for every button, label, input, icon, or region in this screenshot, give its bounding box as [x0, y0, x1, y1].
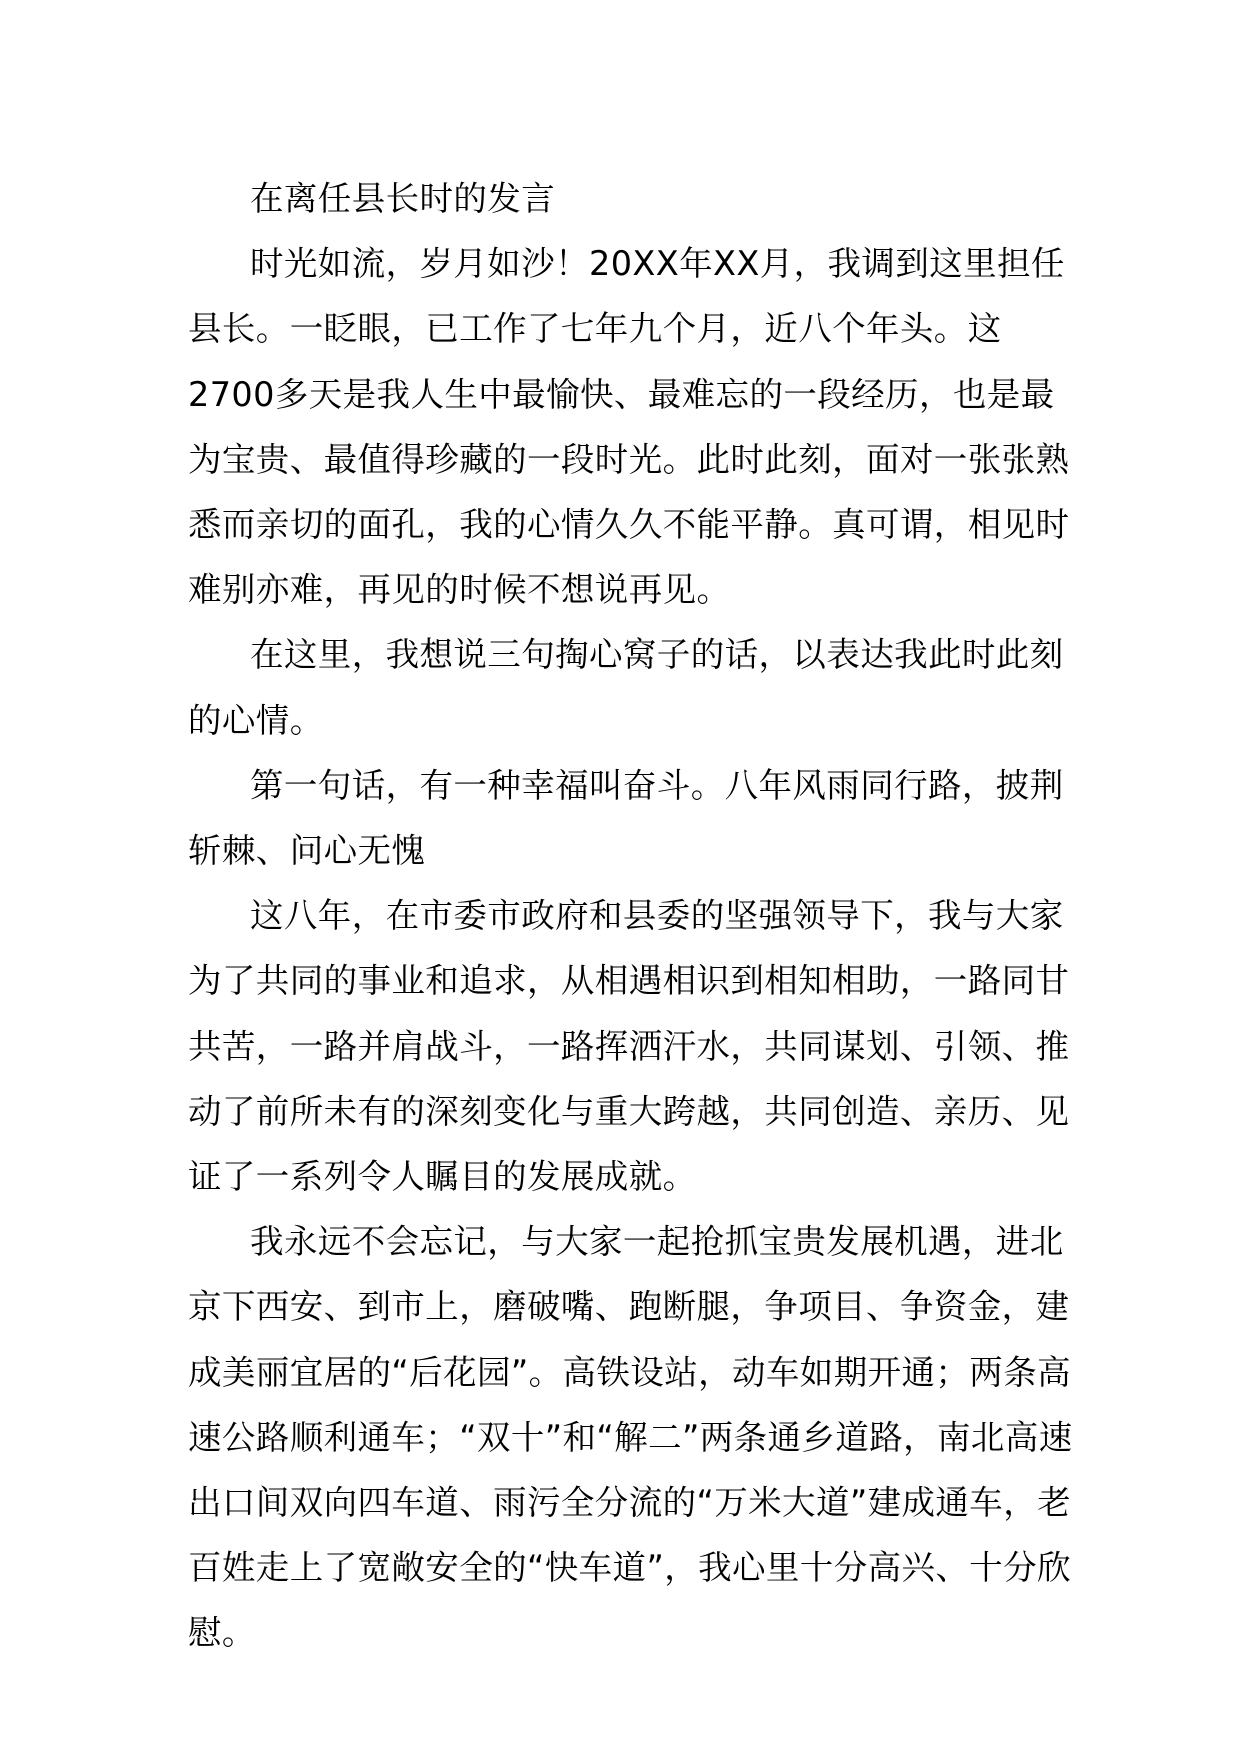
paragraph-opening: 时光如流，岁月如沙！20XX年XX月，我调到这里担任县长。一眨眼，已工作了七年九个月，近八个年头。这2700多天是我人生中最愉快、最难忘的一段经历，也是最为宝贵、最值得珍藏的一段时光。此时此刻，面对一张张熟悉而亲切的面孔，我的心情久久不能平静。真可谓，相见时难别亦难，再见的时候不想说再见。: [188, 244, 1070, 610]
paragraph-never-forget: 我永远不会忘记，与大家一起抢抓宝贵发展机遇，进北京下西安、到市上，磨破嘴、跑断腿，争项目、争资金，建成美丽宜居的“后花园”。高铁设站，动车如期开通；两条高速公路顺利通车；“双十”和“解二”两条通乡道路，南北高速出口间双向四车道、雨污全分流的“万米大道”建成通车，老百姓走上了宽敞安全的“快车道”，我心里十分高兴、十分欣慰。: [188, 1222, 1073, 1653]
document-title: 在离任县长时的发言: [250, 179, 556, 218]
paragraph-first-word-heading: 第一句话，有一种幸福叫奋斗。八年风雨同行路，披荆斩棘、问心无愧: [188, 765, 1064, 871]
paragraph-three-words: 在这里，我想说三句掏心窝子的话，以表达我此时此刻的心情。: [188, 635, 1064, 740]
document-body: [188, 166, 1078, 1666]
paragraph-eight-years: 这八年，在市委市政府和县委的坚强领导下，我与大家为了共同的事业和追求，从相遇相识到相知相助，一路同甘共苦，一路并肩战斗，一路挥洒汗水，共同谋划、引领、推动了前所未有的深刻变化与重大跨越，共同创造、亲历、见证了一系列令人瞩目的发展成就。: [188, 896, 1070, 1197]
